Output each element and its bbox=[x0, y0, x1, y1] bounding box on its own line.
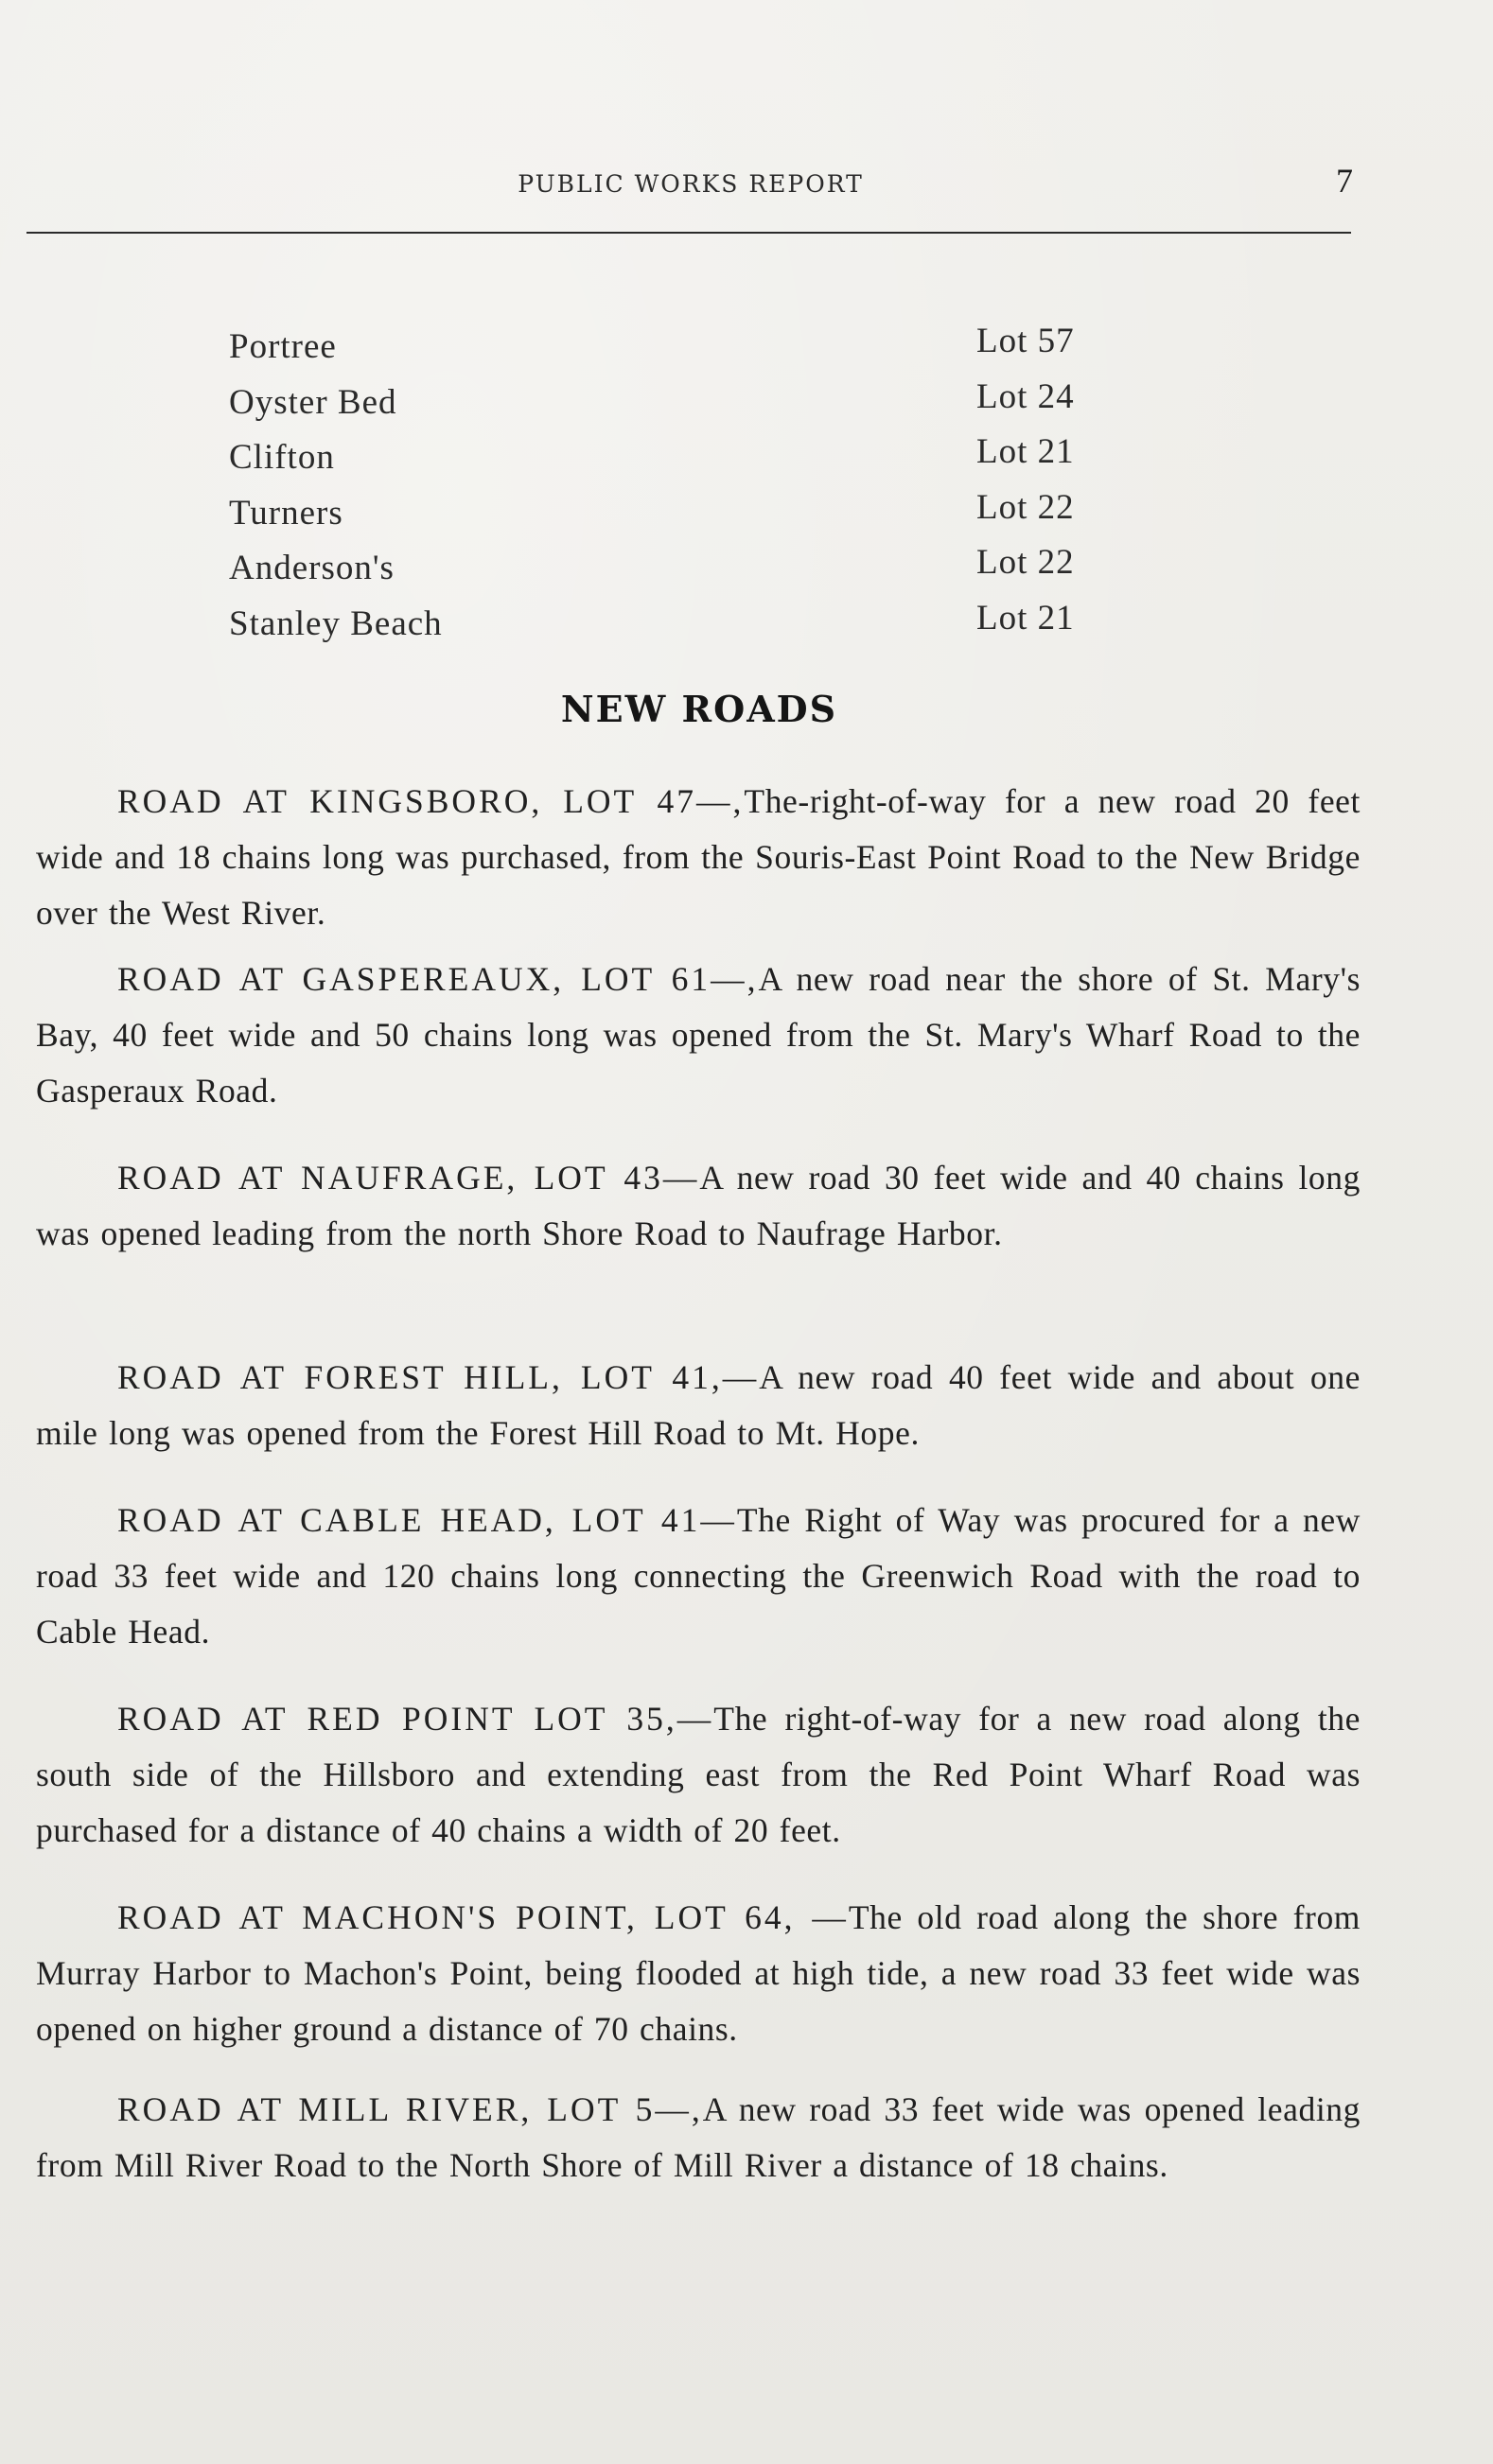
lot-place: Portree bbox=[229, 327, 337, 366]
road-caption: ROAD AT RED POINT LOT 35,— bbox=[117, 1700, 714, 1738]
lot-number: Lot 22 bbox=[976, 543, 1075, 583]
road-paragraph-naufrage bbox=[36, 1150, 1361, 1262]
road-paragraph-forest-hill bbox=[36, 1350, 1361, 1461]
road-paragraph-mill-river bbox=[36, 2082, 1361, 2193]
road-paragraph-kingsboro bbox=[36, 774, 1361, 941]
road-description: A new road 33 feet wide was opened leading from Mill River Road to the North Shore of Mill River a distance of 18 chains. bbox=[36, 2090, 1361, 2184]
road-caption: ROAD AT MACHON'S POINT, LOT 64, — bbox=[117, 1898, 849, 1936]
lot-list bbox=[229, 322, 1109, 659]
lot-row bbox=[229, 432, 1109, 493]
road-description: The Right of Way was procured for a new road 33 feet wide and 120 chains long connecting the Greenwich Road with the road to Cable Head. bbox=[36, 1501, 1361, 1651]
lot-number: Lot 21 bbox=[976, 598, 1075, 638]
running-title: PUBLIC WORKS REPORT bbox=[518, 170, 864, 198]
lot-row bbox=[229, 598, 1109, 659]
lot-number: Lot 57 bbox=[976, 322, 1075, 360]
road-description: A new road 40 feet wide and about one mile long was opened from the Forest Hill Road to Mt. Hope. bbox=[36, 1358, 1361, 1452]
road-paragraph-cable-head bbox=[36, 1493, 1361, 1660]
road-paragraph-gaspereaux bbox=[36, 952, 1361, 1119]
lot-place: Oyster Bed bbox=[229, 382, 397, 422]
section-heading: NEW ROADS bbox=[560, 688, 838, 730]
lot-row bbox=[229, 376, 1109, 438]
road-caption: ROAD AT KINGSBORO, LOT 47—, bbox=[117, 782, 745, 820]
lot-place: Stanley Beach bbox=[229, 603, 443, 643]
road-paragraph-red-point bbox=[36, 1691, 1361, 1859]
lot-row bbox=[229, 487, 1109, 549]
road-description: A new road 30 feet wide and 40 chains long was opened leading from the north Shore Road to Naufrage Harbor. bbox=[36, 1159, 1361, 1252]
road-paragraph-machons-point bbox=[36, 1890, 1361, 2057]
road-caption: ROAD AT CABLE HEAD, LOT 41— bbox=[117, 1501, 737, 1539]
road-caption: ROAD AT MILL RIVER, LOT 5—, bbox=[117, 2090, 703, 2128]
road-caption: ROAD AT NAUFRAGE, LOT 43— bbox=[117, 1159, 700, 1197]
road-caption: ROAD AT GASPEREAUX, LOT 61—, bbox=[117, 960, 759, 998]
road-description: A new road near the shore of St. Mary's Bay, 40 feet wide and 50 chains long was opened from the St. Mary's Wharf Road to the Gasperaux Road. bbox=[36, 960, 1361, 1110]
lot-row bbox=[229, 322, 1109, 382]
road-description: The right-of-way for a new road along the south side of the Hillsboro and extending east from the Red Point Wharf Road was purchased for a distance of 40 chains a width of 20 feet. bbox=[36, 1700, 1361, 1849]
road-description: The old road along the shore from Murray Harbor to Machon's Point, being flooded at high tide, a new road 33 feet wide was opened on higher ground a distance of 70 chains. bbox=[36, 1898, 1361, 2048]
lot-number: Lot 21 bbox=[976, 432, 1075, 472]
road-description: The-right-of-way for a new road 20 feet wide and 18 chains long was purchased, from the Souris-East Point Road to the New Bridge over the West River. bbox=[36, 782, 1361, 932]
road-caption: ROAD AT FOREST HILL, LOT 41,— bbox=[117, 1358, 760, 1396]
lot-number: Lot 22 bbox=[976, 487, 1075, 527]
lot-row bbox=[229, 543, 1109, 603]
page-header bbox=[28, 162, 1353, 206]
lot-number: Lot 24 bbox=[976, 376, 1075, 416]
lot-place: Turners bbox=[229, 493, 343, 533]
lot-place: Anderson's bbox=[229, 549, 395, 588]
page-number: 7 bbox=[1336, 162, 1353, 200]
lot-place: Clifton bbox=[229, 438, 335, 478]
header-rule bbox=[26, 232, 1351, 234]
